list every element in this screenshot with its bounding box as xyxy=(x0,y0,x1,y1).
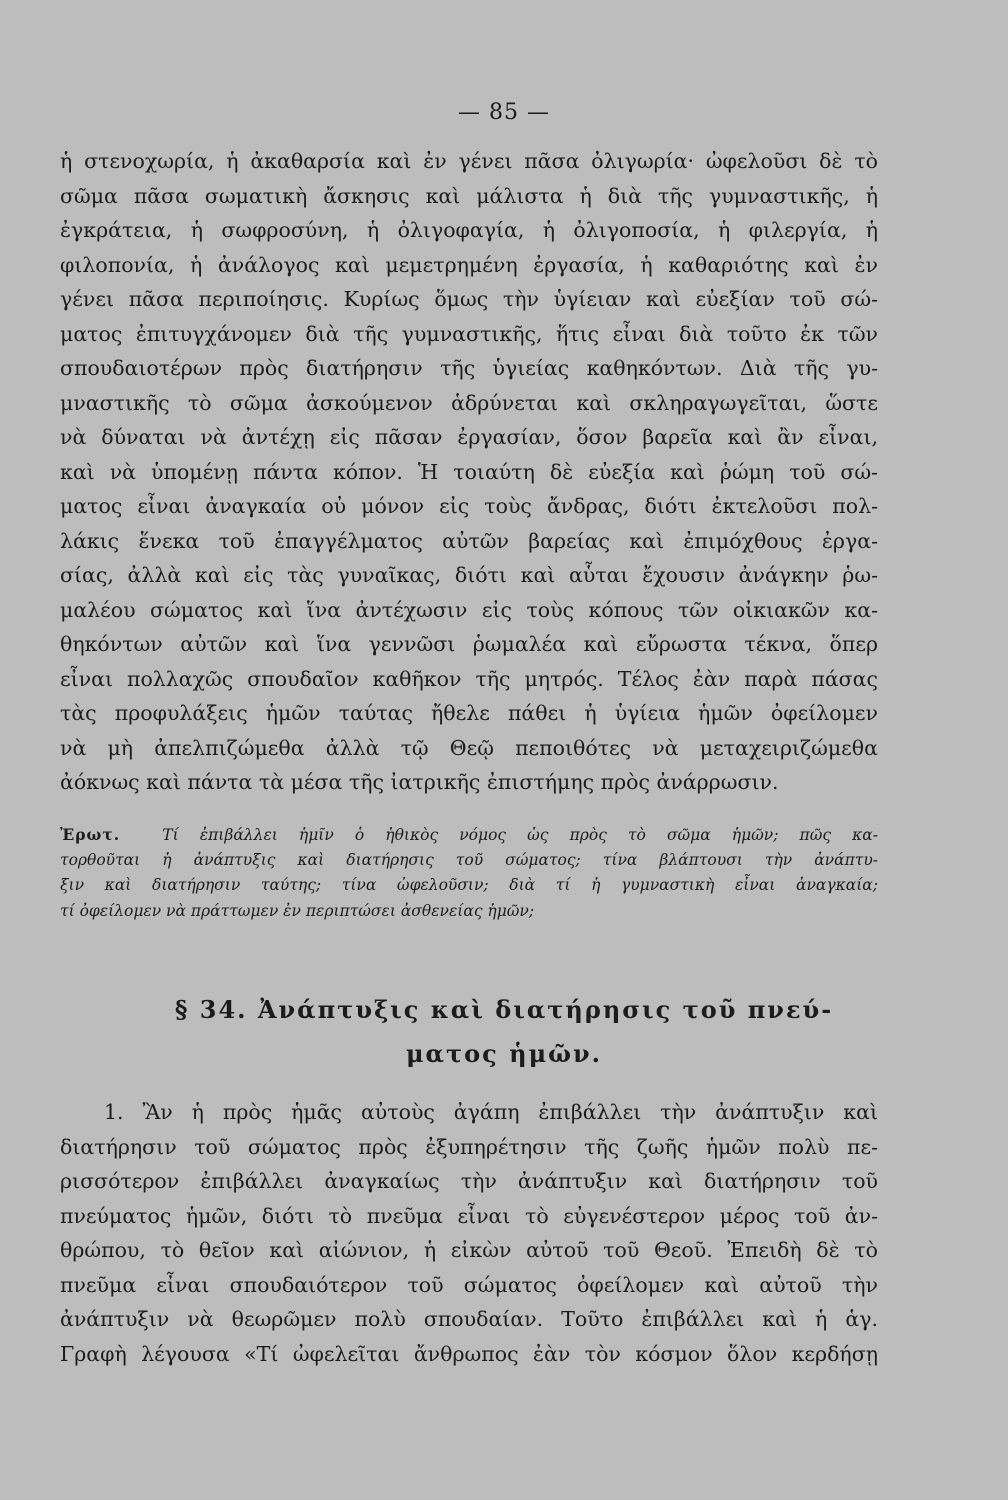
text-line: λάκις ἕνεκα τοῦ ἐπαγγέλματος αὐτῶν βαρείας καὶ ἐπιμόχθους ἐργα- xyxy=(60,528,878,553)
text-line: ματος εἶναι ἀναγκαία οὐ μόνον εἰς τοὺς ἄνδρας, διότι ἐκτελοῦσι πολ- xyxy=(60,494,878,518)
question-line: τορθοῦται ἡ ἀνάπτυξις καὶ διατήρησις τοῦ σώματος; τίνα βλάπτουσι τὴν ἀνάπτυ- xyxy=(60,850,878,869)
question-line: τί ὀφείλομεν νὰ πράττωμεν ἐν περιπτώσει ἀσθενείας ἡμῶν; xyxy=(60,901,535,920)
question-text: Τί ἐπιβάλλει ἡμῖν ὁ ἠθικὸς νόμος ὡς πρὸς τὸ σῶμα ἡμῶν; πῶς κα- xyxy=(162,826,878,844)
text-line: ρισσότερον ἐπιβάλλει ἀναγκαίως τὴν ἀνάπτυξιν καὶ διατήρησιν τοῦ xyxy=(60,1169,878,1193)
text-line: γένει πᾶσα περιποίησις. Κυρίως ὅμως τὴν ὑγίειαν καὶ εὐεξίαν τοῦ σώ- xyxy=(60,287,878,311)
text-line: φιλοπονία, ἡ ἀνάλογος καὶ μεμετρημένη ἐργασία, ἡ καθαριότης καὶ ἐν xyxy=(60,252,878,277)
text-line: θρώπου, τὸ θεῖον καὶ αἰώνιον, ἡ εἰκὼν αὐτοῦ τοῦ Θεοῦ. Ἐπειδὴ δὲ τὸ xyxy=(60,1238,878,1262)
text-line: διατήρησιν τοῦ σώματος πρὸς ἐξυπηρέτησιν τῆς ζωῆς ἡμῶν πολὺ πε- xyxy=(60,1134,878,1159)
text-line: ἡ στενοχωρία, ἡ ἀκαθαρσία καὶ ἐν γένει πᾶσα ὀλιγωρία· ὠφελοῦσι δὲ τὸ xyxy=(60,149,878,173)
text-line: ἐγκράτεια, ἡ σωφροσύνη, ἡ ὀλιγοφαγία, ἡ ὀλιγοποσία, ἡ φιλεργία, ἡ xyxy=(60,218,878,242)
section-heading xyxy=(60,988,948,1076)
text-line: ἀνάπτυξιν νὰ θεωρῶμεν πολὺ σπουδαίαν. Τοῦτο ἐπιβάλλει καὶ ἡ ἁγ. xyxy=(60,1307,878,1331)
paragraph-1 xyxy=(60,144,878,800)
text-line: σῶμα πᾶσα σωματικὴ ἄσκησις καὶ μάλιστα ἡ διὰ τῆς γυμναστικῆς, ἡ xyxy=(60,183,878,208)
text-line: νὰ μὴ ἀπελπιζώμεθα ἀλλὰ τῷ Θεῷ πεποιθότες νὰ μεταχειριζώμεθα xyxy=(60,735,878,760)
question-line xyxy=(60,822,878,848)
text-line: εἶναι πολλαχῶς σπουδαῖον καθῆκον τῆς μητρός. Τέλος ἐὰν παρὰ πάσας xyxy=(60,666,878,691)
questions-block xyxy=(60,822,878,924)
text-line: πνεύματος ἡμῶν, διότι τὸ πνεῦμα εἶναι τὸ εὐγενέστερον μέρος τοῦ ἀν- xyxy=(60,1203,878,1228)
text-line: τὰς προφυλάξεις ἡμῶν ταύτας ἤθελε πάθει ἡ ὑγίεια ἡμῶν ὀφείλομεν xyxy=(60,701,878,725)
text-line: θηκόντων αὐτῶν καὶ ἵνα γεννῶσι ῥωμαλέα καὶ εὔρωστα τέκνα, ὅπερ xyxy=(60,632,878,656)
questions-label: Ἐρωτ. xyxy=(60,825,121,844)
text-line: νὰ δύναται νὰ ἀντέχῃ εἰς πᾶσαν ἐργασίαν, ὅσον βαρεῖα καὶ ἂν εἶναι, xyxy=(60,425,878,449)
text-line: ἀόκνως καὶ πάντα τὰ μέσα τῆς ἰατρικῆς ἐπιστήμης πρὸς ἀνάρρωσιν. xyxy=(60,770,779,794)
text-line: πνεῦμα εἶναι σπουδαιότερον τοῦ σώματος ὀφείλομεν καὶ αὐτοῦ τὴν xyxy=(60,1272,878,1297)
text-line: σπουδαιοτέρων πρὸς διατήρησιν τῆς ὑγιείας καθηκόντων. Διὰ τῆς γυ- xyxy=(60,356,878,380)
section-heading-line: § 34. Ἀνάπτυξις καὶ διατήρησις τοῦ πνεύ- xyxy=(174,995,834,1024)
text-line: καὶ νὰ ὑπομένῃ πάντα κόπον. Ἡ τοιαύτη δὲ εὐεξία καὶ ῥώμη τοῦ σώ- xyxy=(60,459,878,484)
text-line: μαλέου σώματος καὶ ἵνα ἀντέχωσιν εἰς τοὺς κόπους τῶν οἰκιακῶν κα- xyxy=(60,597,878,622)
text-line: σίας, ἀλλὰ καὶ εἰς τὰς γυναῖκας, διότι καὶ αὗται ἔχουσιν ἀνάγκην ῥω- xyxy=(60,563,878,587)
text-line: μναστικῆς τὸ σῶμα ἀσκούμενον ἁδρύνεται καὶ σκληραγωγεῖται, ὥστε xyxy=(60,390,878,415)
text-line: 1. Ἂν ἡ πρὸς ἡμᾶς αὐτοὺς ἀγάπη ἐπιβάλλει τὴν ἀνάπτυξιν καὶ xyxy=(104,1100,878,1124)
text-line: Γραφὴ λέγουσα «Τί ὠφελεῖται ἄνθρωπος ἐὰν τὸν κόσμον ὅλον κερδήσῃ xyxy=(60,1341,878,1366)
section-heading-line: ματος ἡμῶν. xyxy=(405,1039,603,1068)
page-number: — 85 — xyxy=(458,100,550,125)
question-line: ξιν καὶ διατήρησιν ταύτης; τίνα ὠφελοῦσιν; διὰ τί ἡ γυμναστικὴ εἶναι ἀναγκαία; xyxy=(60,876,878,894)
text-line: ματος ἐπιτυγχάνομεν διὰ τῆς γυμναστικῆς, ἥτις εἶναι διὰ τοῦτο ἐκ τῶν xyxy=(60,321,878,346)
paragraph-2 xyxy=(60,1095,878,1371)
